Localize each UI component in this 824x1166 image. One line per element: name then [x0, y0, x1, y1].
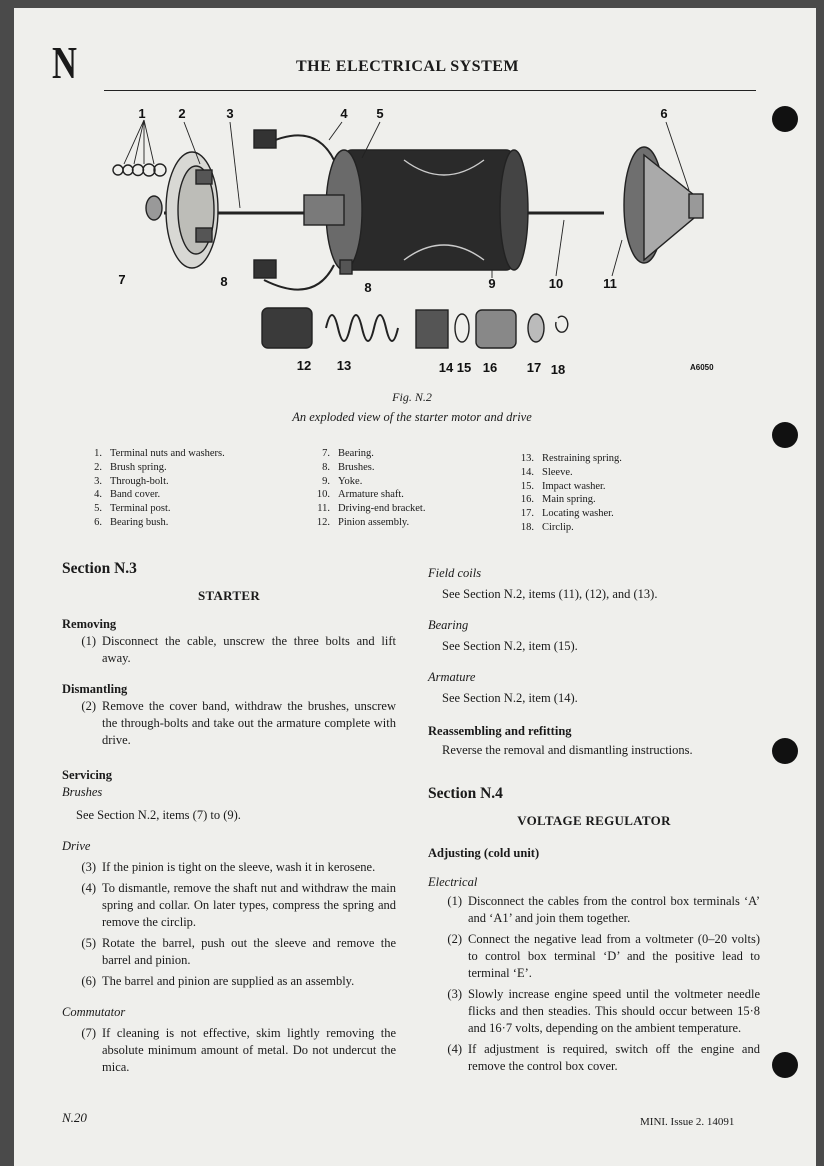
- heading-electrical: Electrical: [428, 875, 478, 889]
- callout-8b: 8: [364, 280, 372, 295]
- legend-item: 12. Pinion assembly.: [316, 516, 410, 528]
- legend-item: 7. Bearing.: [322, 448, 374, 459]
- step-item: (3) Slowly increase engine speed until the voltmeter needle flicks and then steadies. This should occur between 15·8 and 16·7 volts, depending on the ambient temperature.: [447, 987, 760, 1035]
- reassembling-text: Reverse the removal and dismantling instructions.: [442, 743, 693, 757]
- heading-field-coils: Field coils: [428, 566, 482, 580]
- step-item: (3) If the pinion is tight on the sleeve, wash it in kerosene.: [81, 860, 376, 874]
- field-coils-ref: See Section N.2, items (11), (12), and (13).: [442, 587, 658, 601]
- figure-code: A6050: [690, 363, 714, 372]
- callout-12: 12: [296, 358, 312, 373]
- subsection-title: STARTER: [197, 588, 261, 603]
- legend-item: 13. Restraining spring.: [520, 453, 622, 464]
- callout-7: 7: [118, 272, 126, 287]
- step-item: (7) If cleaning is not effective, skim lightly removing the absolute minimum amount of metal. Do not undercut the mica.: [81, 1026, 396, 1074]
- legend-item: 1. Terminal nuts and washers.: [94, 448, 225, 459]
- callout-1: 1: [138, 106, 146, 121]
- legend-item: 16. Main spring.: [520, 494, 596, 506]
- callout-18: 18: [550, 362, 566, 377]
- binder-hole: [772, 106, 798, 132]
- section-heading: Section N.4: [428, 785, 503, 802]
- heading-armature: Armature: [428, 670, 476, 684]
- callout-11: 11: [603, 276, 617, 291]
- heading-drive: Drive: [62, 839, 91, 853]
- heading-adjusting: Adjusting (cold unit): [428, 846, 540, 860]
- section-letter: N: [52, 37, 77, 88]
- callout-4: 4: [340, 106, 348, 121]
- callout-10: 10: [548, 276, 564, 291]
- callout-9: 9: [488, 276, 496, 291]
- section-heading: Section N.3: [62, 560, 137, 577]
- figure-number: Fig. N.2: [392, 390, 432, 404]
- legend-item: 10. Armature shaft.: [316, 489, 404, 501]
- callout-13: 13: [336, 358, 352, 373]
- step-item: (4) To dismantle, remove the shaft nut and withdraw the main spring and collar. On later types, compress the spring and remove the circlip.: [81, 881, 396, 929]
- figure-caption: An exploded view of the starter motor and drive: [292, 410, 532, 424]
- legend-item: 9. Yoke.: [322, 475, 363, 487]
- legend-item: 6. Bearing bush.: [94, 516, 169, 528]
- legend-col-1: [82, 447, 225, 530]
- callout-2: 2: [178, 106, 186, 121]
- legend-col-3: [514, 452, 622, 535]
- legend-item: 18. Circlip.: [520, 521, 574, 533]
- legend-item: 14. Sleeve.: [520, 466, 573, 478]
- binder-hole: [772, 1052, 798, 1078]
- callout-8: 8: [220, 274, 228, 289]
- step-item: (1) Disconnect the cables from the control box terminals ‘A’ and ‘A1’ and join them together.: [447, 894, 760, 925]
- callout-5: 5: [376, 106, 384, 121]
- step-item: (4) If adjustment is required, switch off the engine and remove the control box cover.: [447, 1042, 760, 1073]
- step-item: (6) The barrel and pinion are supplied as an assembly.: [81, 974, 355, 988]
- callout-3: 3: [226, 106, 234, 121]
- callout-14: 14: [438, 360, 454, 375]
- page-title: THE ELECTRICAL SYSTEM: [296, 58, 520, 75]
- legend-item: 11. Driving-end bracket.: [317, 503, 426, 515]
- heading-dismantling: Dismantling: [62, 682, 128, 696]
- step-item: (5) Rotate the barrel, push out the sleeve and remove the barrel and pinion.: [81, 936, 396, 967]
- heading-servicing: Servicing: [62, 768, 112, 782]
- brushes-ref: See Section N.2, items (7) to (9).: [76, 808, 241, 822]
- callout-16: 16: [482, 360, 498, 375]
- heading-reassembling: Reassembling and refitting: [428, 724, 572, 738]
- callout-17: 17: [526, 360, 542, 375]
- heading-removing: Removing: [62, 617, 117, 631]
- legend-item: 3. Through-bolt.: [94, 475, 169, 487]
- step-item: (1) Disconnect the cable, unscrew the three bolts and lift away.: [81, 634, 396, 665]
- subsection-title: VOLTAGE REGULATOR: [517, 813, 671, 828]
- legend-item: 4. Band cover.: [94, 489, 161, 501]
- issue-info: MINI. Issue 2. 14091: [640, 1116, 735, 1128]
- callout-15: 15: [456, 360, 472, 375]
- heading-brushes: Brushes: [62, 785, 103, 799]
- legend-item: 8. Brushes.: [322, 461, 375, 473]
- left-column: [62, 560, 396, 1076]
- page-number: N.20: [62, 1110, 87, 1125]
- header-rule: [104, 90, 756, 91]
- heading-bearing: Bearing: [428, 618, 469, 632]
- legend-item: 5. Terminal post.: [94, 503, 171, 515]
- legend-item: 15. Impact washer.: [520, 480, 606, 492]
- callout-6: 6: [660, 106, 668, 121]
- binder-hole: [772, 422, 798, 448]
- exploded-view-figure: [104, 100, 724, 380]
- legend-item: 17. Locating washer.: [520, 508, 614, 520]
- heading-commutator: Commutator: [62, 1005, 126, 1019]
- right-column: [428, 565, 760, 1075]
- legend-item: 2. Brush spring.: [94, 461, 167, 473]
- binder-hole: [772, 738, 798, 764]
- armature-ref: See Section N.2, item (14).: [442, 691, 578, 705]
- legend-col-2: [310, 447, 425, 530]
- bearing-ref: See Section N.2, item (15).: [442, 639, 578, 653]
- step-item: (2) Connect the negative lead from a voltmeter (0–20 volts) to control box terminal ‘D’ and the positive lead to terminal ‘E’.: [447, 932, 760, 980]
- step-item: (2) Remove the cover band, withdraw the brushes, unscrew the through-bolts and take out the armature complete with drive.: [81, 699, 396, 747]
